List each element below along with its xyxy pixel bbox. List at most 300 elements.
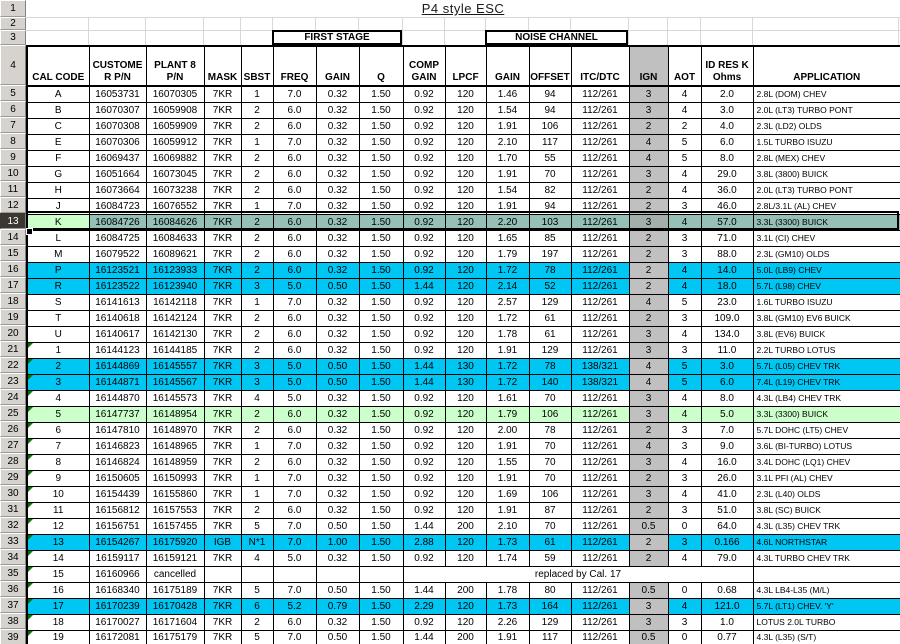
cell-sbst[interactable]: 2 <box>241 262 273 278</box>
cell-itc[interactable]: 112/261 <box>571 422 629 438</box>
cell-ign[interactable]: 3 <box>629 326 668 342</box>
cell-comp[interactable]: 0.92 <box>403 422 445 438</box>
cell-ign[interactable]: 3 <box>629 454 668 470</box>
cell-app[interactable]: 3.3L (3300) BUICK <box>753 214 900 230</box>
cell-ngain[interactable]: 2.10 <box>486 134 529 150</box>
cell-sbst[interactable]: 1 <box>241 438 273 454</box>
row-header-30[interactable]: 30 <box>0 485 26 501</box>
cell-sbst[interactable]: 2 <box>241 454 273 470</box>
cell-idres[interactable]: 134.0 <box>701 326 753 342</box>
cell-cal[interactable]: 14 <box>27 550 89 566</box>
cell-mask[interactable]: 7KR <box>204 102 241 118</box>
cell-offset[interactable]: 80 <box>529 582 571 598</box>
cell-cal[interactable]: 7 <box>27 438 89 454</box>
cell-idres[interactable]: 29.0 <box>701 166 753 182</box>
cell-itc[interactable]: 112/261 <box>571 630 629 644</box>
cell-sbst[interactable]: 1 <box>241 134 273 150</box>
cell-mask[interactable]: 7KR <box>204 502 241 518</box>
cell-freq[interactable]: 7.0 <box>273 470 316 486</box>
cell-cal[interactable]: L <box>27 230 89 246</box>
cell-ign[interactable]: 4 <box>629 438 668 454</box>
cell-q[interactable]: 1.50 <box>359 182 403 198</box>
cell-freq[interactable]: 6.0 <box>273 150 316 166</box>
cell-sbst[interactable]: 2 <box>241 614 273 630</box>
cell-itc[interactable]: 112/261 <box>571 278 629 294</box>
cell-gain[interactable]: 0.32 <box>316 150 359 166</box>
cell-ngain[interactable]: 1.91 <box>486 502 529 518</box>
cell-app[interactable]: 4.3L (L35) CHEV TRK <box>753 518 900 534</box>
cell-freq[interactable]: 6.0 <box>273 214 316 230</box>
cell-q[interactable]: 1.50 <box>359 614 403 630</box>
cell-ign[interactable]: 3 <box>629 598 668 614</box>
cell-freq[interactable]: 6.0 <box>273 342 316 358</box>
cell-offset[interactable]: 70 <box>529 166 571 182</box>
cell-ign[interactable]: 2 <box>629 550 668 566</box>
cell-cal[interactable]: U <box>27 326 89 342</box>
cell-cust[interactable]: 16146823 <box>89 438 146 454</box>
cell-sbst[interactable]: 2 <box>241 422 273 438</box>
cell-sbst[interactable] <box>241 566 273 582</box>
cell-gain[interactable]: 0.32 <box>316 406 359 422</box>
cell-app[interactable]: 2.0L (LT3) TURBO PONT <box>753 182 900 198</box>
cell-comp[interactable]: 0.92 <box>403 310 445 326</box>
cell-plant[interactable]: 16148959 <box>146 454 204 470</box>
cell-ngain[interactable]: 1.73 <box>486 598 529 614</box>
cell-sbst[interactable]: 2 <box>241 342 273 358</box>
cell-cal[interactable]: 4 <box>27 390 89 406</box>
cell-offset[interactable]: 94 <box>529 86 571 102</box>
cell-ign[interactable]: 3 <box>629 390 668 406</box>
cell-itc[interactable]: 112/261 <box>571 598 629 614</box>
cell-sbst[interactable]: 2 <box>241 310 273 326</box>
cell-comp[interactable]: 0.92 <box>403 326 445 342</box>
cell-q[interactable]: 1.50 <box>359 342 403 358</box>
cell-mask[interactable]: 7KR <box>204 134 241 150</box>
cell-gain[interactable]: 0.32 <box>316 390 359 406</box>
cell-freq[interactable]: 7.0 <box>273 486 316 502</box>
cell-cust[interactable]: 16079522 <box>89 246 146 262</box>
cell-freq[interactable] <box>273 566 316 582</box>
cell-gain[interactable]: 0.32 <box>316 134 359 150</box>
cell-mask[interactable]: 7KR <box>204 550 241 566</box>
cell-offset[interactable]: 106 <box>529 486 571 502</box>
cell-cust[interactable]: 16144870 <box>89 390 146 406</box>
cell-gain[interactable]: 0.32 <box>316 614 359 630</box>
cell-aot[interactable]: 4 <box>668 454 701 470</box>
cell-plant[interactable]: 16157553 <box>146 502 204 518</box>
cell-lpcf[interactable]: 120 <box>445 102 486 118</box>
cell-gain[interactable]: 0.32 <box>316 166 359 182</box>
cell-aot[interactable]: 5 <box>668 358 701 374</box>
row-header-38[interactable]: 38 <box>0 613 26 629</box>
cell-lpcf[interactable]: 120 <box>445 182 486 198</box>
cell-cal[interactable]: 12 <box>27 518 89 534</box>
cell-lpcf[interactable]: 120 <box>445 390 486 406</box>
cell-lpcf[interactable]: 120 <box>445 262 486 278</box>
cell-sbst[interactable]: 6 <box>241 598 273 614</box>
cell-offset[interactable]: 78 <box>529 358 571 374</box>
cell-ngain[interactable]: 1.46 <box>486 86 529 102</box>
cell-idres[interactable]: 79.0 <box>701 550 753 566</box>
cell-offset[interactable]: 106 <box>529 406 571 422</box>
cell-q[interactable]: 1.50 <box>359 246 403 262</box>
cell-idres[interactable]: 8.0 <box>701 390 753 406</box>
row-header-36[interactable]: 36 <box>0 581 26 597</box>
cell-aot[interactable]: 5 <box>668 374 701 390</box>
cell-gain[interactable]: 0.32 <box>316 118 359 134</box>
row-header-32[interactable]: 32 <box>0 517 26 533</box>
cell-gain[interactable]: 0.32 <box>316 214 359 230</box>
cell-freq[interactable]: 7.0 <box>273 294 316 310</box>
cell-offset[interactable]: 197 <box>529 246 571 262</box>
cell-cust[interactable]: 16156812 <box>89 502 146 518</box>
cell-offset[interactable]: 87 <box>529 502 571 518</box>
cell-offset[interactable]: 78 <box>529 262 571 278</box>
cell-plant[interactable]: 16084633 <box>146 230 204 246</box>
cell-app[interactable]: 5.7L DOHC (LT5) CHEV <box>753 422 900 438</box>
cell-lpcf[interactable]: 120 <box>445 614 486 630</box>
cell-cal[interactable]: P <box>27 262 89 278</box>
cell-ngain[interactable]: 1.65 <box>486 230 529 246</box>
cell-lpcf[interactable]: 120 <box>445 422 486 438</box>
cell-ngain[interactable]: 1.91 <box>486 438 529 454</box>
cell-plant[interactable]: 16155860 <box>146 486 204 502</box>
cell-cust[interactable]: 16156751 <box>89 518 146 534</box>
cell-aot[interactable]: 3 <box>668 342 701 358</box>
cell-plant[interactable]: 16059909 <box>146 118 204 134</box>
cell-app[interactable]: 7.4L (L19) CHEV TRK <box>753 374 900 390</box>
cell-sbst[interactable]: 2 <box>241 502 273 518</box>
cell-mask[interactable]: 7KR <box>204 342 241 358</box>
cell-offset[interactable]: 164 <box>529 598 571 614</box>
cell-q[interactable]: 1.50 <box>359 86 403 102</box>
cell-gain[interactable]: 0.32 <box>316 182 359 198</box>
cell-itc[interactable]: 112/261 <box>571 86 629 102</box>
cell-q[interactable]: 1.50 <box>359 534 403 550</box>
cell-aot[interactable]: 3 <box>668 310 701 326</box>
col-header-offset[interactable]: OFFSET <box>529 46 571 86</box>
cell-sbst[interactable]: 2 <box>241 102 273 118</box>
cell-freq[interactable]: 7.0 <box>273 534 316 550</box>
cell-itc[interactable]: 112/261 <box>571 294 629 310</box>
cell-itc[interactable]: 112/261 <box>571 214 629 230</box>
cell-freq[interactable]: 7.0 <box>273 198 316 214</box>
cell-idres[interactable]: 6.0 <box>701 134 753 150</box>
cell-mask[interactable]: 7KR <box>204 582 241 598</box>
col-header-mask[interactable]: MASK <box>204 46 241 86</box>
cell-ign[interactable]: 2 <box>629 118 668 134</box>
cell-comp[interactable]: 0.92 <box>403 134 445 150</box>
cell-lpcf[interactable]: 120 <box>445 198 486 214</box>
cell-gain[interactable]: 0.32 <box>316 294 359 310</box>
cell-comp[interactable]: 0.92 <box>403 454 445 470</box>
cell-ngain[interactable]: 1.72 <box>486 374 529 390</box>
cell-freq[interactable]: 6.0 <box>273 118 316 134</box>
cell-plant[interactable]: 16059912 <box>146 134 204 150</box>
cell-application[interactable] <box>753 566 900 582</box>
cell-aot[interactable]: 3 <box>668 614 701 630</box>
cell-comp[interactable]: 1.44 <box>403 630 445 644</box>
cell-ign[interactable]: 0.5 <box>629 582 668 598</box>
cell-cal[interactable]: A <box>27 86 89 102</box>
cell-cal[interactable]: 9 <box>27 470 89 486</box>
row-header-37[interactable]: 37 <box>0 597 26 613</box>
cell-lpcf[interactable]: 200 <box>445 630 486 644</box>
cell-q[interactable]: 1.50 <box>359 598 403 614</box>
cell-aot[interactable]: 3 <box>668 198 701 214</box>
row-header-3[interactable]: 3 <box>0 30 26 45</box>
cell-ngain[interactable]: 1.91 <box>486 342 529 358</box>
cell-ign[interactable]: 4 <box>629 134 668 150</box>
cell-aot[interactable]: 3 <box>668 502 701 518</box>
cell-itc[interactable]: 112/261 <box>571 118 629 134</box>
cell-q[interactable]: 1.50 <box>359 358 403 374</box>
cell-freq[interactable]: 5.0 <box>273 278 316 294</box>
cell-ign[interactable]: 3 <box>629 614 668 630</box>
cell-app[interactable]: 3.4L DOHC (LQ1) CHEV <box>753 454 900 470</box>
cell-cust[interactable]: 16154267 <box>89 534 146 550</box>
cell-plant[interactable]: 16084626 <box>146 214 204 230</box>
cell-app[interactable]: 3.8L (SC) BUICK <box>753 502 900 518</box>
cell-plant8-pn[interactable]: cancelled <box>146 566 204 582</box>
row-header-7[interactable]: 7 <box>0 117 26 133</box>
cell-idres[interactable]: 121.0 <box>701 598 753 614</box>
cell-aot[interactable]: 4 <box>668 102 701 118</box>
cell-lpcf[interactable]: 120 <box>445 310 486 326</box>
cell-idres[interactable]: 8.0 <box>701 150 753 166</box>
cell-q[interactable]: 1.50 <box>359 486 403 502</box>
col-header-comp-gain[interactable]: COMP GAIN <box>403 46 445 86</box>
cell-lpcf[interactable]: 120 <box>445 534 486 550</box>
cell-aot[interactable]: 4 <box>668 262 701 278</box>
cell-app[interactable]: 3.8L (GM10) EV6 BUICK <box>753 310 900 326</box>
cell-freq[interactable]: 5.0 <box>273 358 316 374</box>
cell-plant[interactable]: 16148965 <box>146 438 204 454</box>
sheet-title[interactable]: P4 style ESC <box>421 1 505 16</box>
cell-mask[interactable]: 7KR <box>204 214 241 230</box>
cell-app[interactable]: 2.3L (LD2) OLDS <box>753 118 900 134</box>
cell-lpcf[interactable]: 120 <box>445 246 486 262</box>
cell-lpcf[interactable]: 120 <box>445 470 486 486</box>
cell-gain[interactable]: 0.32 <box>316 422 359 438</box>
cell-gain[interactable]: 0.32 <box>316 246 359 262</box>
cell-cust[interactable]: 16073664 <box>89 182 146 198</box>
cell-ign[interactable]: 4 <box>629 374 668 390</box>
cell-mask[interactable]: 7KR <box>204 454 241 470</box>
cell-lpcf[interactable]: 120 <box>445 550 486 566</box>
cell-ign[interactable]: 3 <box>629 214 668 230</box>
row-header-9[interactable]: 9 <box>0 149 26 165</box>
cell-app[interactable]: 5.0L (LB9) CHEV <box>753 262 900 278</box>
cell-ngain[interactable]: 1.54 <box>486 102 529 118</box>
row-header-10[interactable]: 10 <box>0 165 26 181</box>
cell-freq[interactable]: 6.0 <box>273 502 316 518</box>
cell-gain[interactable]: 0.32 <box>316 550 359 566</box>
cell-app[interactable]: 1.6L TURBO ISUZU <box>753 294 900 310</box>
cell-aot[interactable]: 4 <box>668 598 701 614</box>
cell-idres[interactable]: 16.0 <box>701 454 753 470</box>
cell-comp[interactable]: 0.92 <box>403 502 445 518</box>
cell-mask[interactable]: 7KR <box>204 150 241 166</box>
cell-sbst[interactable]: 1 <box>241 294 273 310</box>
cell-itc[interactable]: 112/261 <box>571 614 629 630</box>
cell-app[interactable]: 2.8L (DOM) CHEV <box>753 86 900 102</box>
col-header-q[interactable]: Q <box>359 46 403 86</box>
row-header-15[interactable]: 15 <box>0 245 26 261</box>
cell-ngain[interactable]: 2.10 <box>486 518 529 534</box>
cell-cal[interactable]: H <box>27 182 89 198</box>
cell-comp[interactable]: 0.92 <box>403 214 445 230</box>
cell-cal[interactable]: 19 <box>27 630 89 644</box>
cell-q[interactable]: 1.50 <box>359 326 403 342</box>
cell-gain[interactable]: 0.50 <box>316 518 359 534</box>
cell-gain[interactable]: 0.32 <box>316 86 359 102</box>
cell-offset[interactable]: 70 <box>529 390 571 406</box>
cell-ngain[interactable]: 1.91 <box>486 166 529 182</box>
row-header-1[interactable]: 1 <box>0 0 26 17</box>
cell-offset[interactable]: 55 <box>529 150 571 166</box>
cell-itc[interactable]: 112/261 <box>571 166 629 182</box>
row-header-28[interactable]: 28 <box>0 453 26 469</box>
cell-sbst[interactable]: 2 <box>241 118 273 134</box>
cell-cal[interactable]: 16 <box>27 582 89 598</box>
cell-itc[interactable]: 112/261 <box>571 182 629 198</box>
cell-sbst[interactable]: 1 <box>241 470 273 486</box>
cell-gain[interactable]: 0.32 <box>316 198 359 214</box>
cell-ign[interactable]: 4 <box>629 358 668 374</box>
cell-comp[interactable]: 0.92 <box>403 166 445 182</box>
cell-freq[interactable]: 6.0 <box>273 230 316 246</box>
cell-q[interactable]: 1.50 <box>359 438 403 454</box>
cell-plant[interactable]: 16076552 <box>146 198 204 214</box>
cell-sbst[interactable]: 5 <box>241 630 273 644</box>
cell-lpcf[interactable]: 120 <box>445 438 486 454</box>
cell-idres[interactable]: 9.0 <box>701 438 753 454</box>
cell-ngain[interactable]: 1.55 <box>486 454 529 470</box>
row-header-5[interactable]: 5 <box>0 85 26 101</box>
cell-freq[interactable]: 6.0 <box>273 262 316 278</box>
cell-lpcf[interactable]: 120 <box>445 342 486 358</box>
cell-ngain[interactable]: 1.70 <box>486 150 529 166</box>
cell-idres[interactable]: 51.0 <box>701 502 753 518</box>
cell-plant[interactable]: 16142130 <box>146 326 204 342</box>
cell-gain[interactable]: 0.32 <box>316 342 359 358</box>
cell-ign[interactable]: 4 <box>629 294 668 310</box>
cell-q[interactable]: 1.50 <box>359 454 403 470</box>
cell-idres[interactable]: 5.0 <box>701 406 753 422</box>
col-header-plant8-pn[interactable]: PLANT 8 P/N <box>146 46 204 86</box>
cell-offset[interactable]: 129 <box>529 342 571 358</box>
cell-idres[interactable]: 88.0 <box>701 246 753 262</box>
cell-offset[interactable]: 70 <box>529 438 571 454</box>
cell-comp[interactable]: 0.92 <box>403 86 445 102</box>
cell-itc[interactable]: 112/261 <box>571 470 629 486</box>
cell-mask[interactable]: 7KR <box>204 278 241 294</box>
cell-lpcf[interactable]: 120 <box>445 150 486 166</box>
cell-comp[interactable]: 0.92 <box>403 294 445 310</box>
cell-freq[interactable]: 7.0 <box>273 630 316 644</box>
row-header-31[interactable]: 31 <box>0 501 26 517</box>
cell-lpcf[interactable]: 120 <box>445 278 486 294</box>
cell-plant[interactable]: 16059908 <box>146 102 204 118</box>
cell-aot[interactable]: 5 <box>668 150 701 166</box>
cell-idres[interactable]: 26.0 <box>701 470 753 486</box>
col-header-noise-gain[interactable]: GAIN <box>486 46 529 86</box>
cell-itc[interactable]: 112/261 <box>571 262 629 278</box>
cell-cust[interactable]: 16140618 <box>89 310 146 326</box>
cell-idres[interactable]: 41.0 <box>701 486 753 502</box>
cell-plant[interactable]: 16144185 <box>146 342 204 358</box>
cell-note[interactable]: replaced by Cal. 17 <box>403 566 753 582</box>
cell-q[interactable]: 1.50 <box>359 630 403 644</box>
col-header-aot[interactable]: AOT <box>668 46 701 86</box>
row-header-13[interactable]: 13 <box>0 213 26 229</box>
cell-freq[interactable]: 7.0 <box>273 86 316 102</box>
cell-app[interactable]: 1.5L TURBO ISUZU <box>753 134 900 150</box>
cell-aot[interactable]: 4 <box>668 182 701 198</box>
cell-comp[interactable]: 0.92 <box>403 486 445 502</box>
cell-ign[interactable]: 3 <box>629 166 668 182</box>
cell-mask[interactable]: 7KR <box>204 262 241 278</box>
row-header-35[interactable]: 35 <box>0 565 26 581</box>
row-header-26[interactable]: 26 <box>0 421 26 437</box>
cell-cust[interactable]: 16053731 <box>89 86 146 102</box>
row-header-27[interactable]: 27 <box>0 437 26 453</box>
cell-mask[interactable]: 7KR <box>204 326 241 342</box>
cell-mask[interactable]: 7KR <box>204 118 241 134</box>
cell-app[interactable]: 3.8L (EV6) BUICK <box>753 326 900 342</box>
col-header-itc-dtc[interactable]: ITC/DTC <box>571 46 629 86</box>
cell-ign[interactable]: 2 <box>629 230 668 246</box>
cell-offset[interactable]: 70 <box>529 518 571 534</box>
cell-cust[interactable]: 16141613 <box>89 294 146 310</box>
cell-cust[interactable]: 16084725 <box>89 230 146 246</box>
cell-gain[interactable]: 0.32 <box>316 438 359 454</box>
cell-cust[interactable]: 16147737 <box>89 406 146 422</box>
noise-channel-group-header[interactable]: NOISE CHANNEL <box>485 30 628 45</box>
row-header-23[interactable]: 23 <box>0 373 26 389</box>
cell-gain[interactable]: 0.79 <box>316 598 359 614</box>
cell-plant[interactable]: 16070305 <box>146 86 204 102</box>
row-header-24[interactable]: 24 <box>0 389 26 405</box>
cell-cal[interactable]: F <box>27 150 89 166</box>
cell-cust[interactable]: 16144123 <box>89 342 146 358</box>
cell-cal[interactable]: 13 <box>27 534 89 550</box>
cell-comp[interactable]: 0.92 <box>403 550 445 566</box>
cell-plant[interactable]: 16145567 <box>146 374 204 390</box>
cell-ngain[interactable]: 1.74 <box>486 550 529 566</box>
cell-lpcf[interactable]: 120 <box>445 166 486 182</box>
cell-mask[interactable]: 7KR <box>204 486 241 502</box>
cell-plant[interactable]: 16159121 <box>146 550 204 566</box>
cell-ngain[interactable]: 1.61 <box>486 390 529 406</box>
cell-idres[interactable]: 18.0 <box>701 278 753 294</box>
row-header-17[interactable]: 17 <box>0 277 26 293</box>
col-header-id-res[interactable]: ID RES K Ohms <box>701 46 753 86</box>
cell-idres[interactable]: 57.0 <box>701 214 753 230</box>
cell-cust[interactable]: 16140617 <box>89 326 146 342</box>
cell-aot[interactable]: 3 <box>668 438 701 454</box>
row-header-29[interactable]: 29 <box>0 469 26 485</box>
cell-ign[interactable]: 2 <box>629 278 668 294</box>
cell-aot[interactable]: 3 <box>668 534 701 550</box>
cell-idres[interactable]: 3.0 <box>701 102 753 118</box>
cell-ign[interactable]: 2 <box>629 262 668 278</box>
cell-offset[interactable]: 61 <box>529 326 571 342</box>
cell-lpcf[interactable]: 120 <box>445 406 486 422</box>
cell-q[interactable]: 1.50 <box>359 150 403 166</box>
cell-comp[interactable]: 1.44 <box>403 358 445 374</box>
